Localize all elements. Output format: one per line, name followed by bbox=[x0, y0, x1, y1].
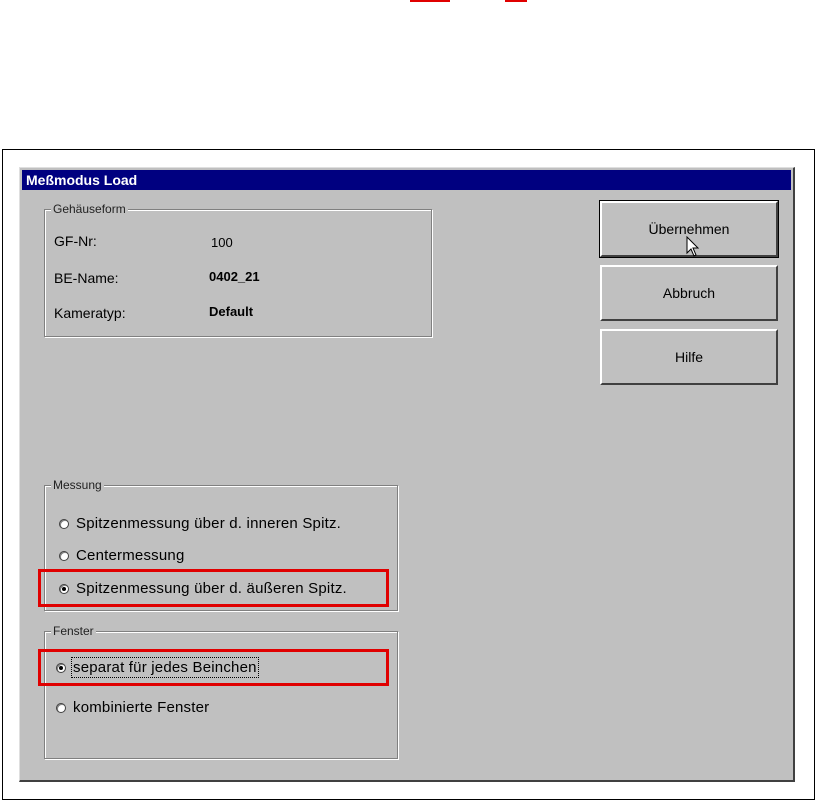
radio-circle-icon bbox=[59, 519, 69, 529]
radio-spitzen-innen[interactable] bbox=[59, 515, 341, 532]
abbruch-button[interactable]: Abbruch bbox=[600, 265, 778, 321]
fenster-group bbox=[44, 624, 398, 759]
gf-nr-value: 100 bbox=[211, 235, 233, 250]
radio-label: Spitzenmessung über d. äußeren Spitz. bbox=[76, 580, 347, 597]
kameratyp-value: Default bbox=[209, 304, 254, 319]
radio-label: Spitzenmessung über d. inneren Spitz. bbox=[76, 515, 342, 532]
radio-circle-icon bbox=[56, 703, 66, 713]
messung-group bbox=[44, 478, 398, 611]
be-name-value: 0402_21 bbox=[209, 269, 260, 284]
radio-centermessung[interactable] bbox=[59, 547, 185, 564]
window-title: Meßmodus Load bbox=[22, 170, 791, 190]
radio-label: separat für jedes Beinchen bbox=[73, 659, 257, 676]
fenster-legend: Fenster bbox=[53, 624, 94, 638]
be-name-label: BE-Name: bbox=[54, 270, 119, 286]
gehaeuseform-group bbox=[44, 202, 432, 337]
messung-legend: Messung bbox=[53, 478, 102, 492]
top-red-mark-left bbox=[410, 0, 450, 2]
radio-label: kombinierte Fenster bbox=[73, 699, 210, 716]
uebernehmen-button[interactable]: Übernehmen bbox=[600, 201, 778, 257]
hilfe-button[interactable]: Hilfe bbox=[600, 329, 778, 385]
top-red-mark-right bbox=[505, 0, 527, 2]
arrow-cursor-icon bbox=[686, 236, 700, 258]
radio-selected-icon bbox=[59, 584, 69, 594]
radio-label: Centermessung bbox=[76, 547, 185, 564]
radio-selected-icon bbox=[56, 663, 66, 673]
radio-kombiniert[interactable] bbox=[56, 699, 209, 716]
gf-nr-label: GF-Nr: bbox=[54, 233, 97, 249]
radio-separat[interactable] bbox=[56, 659, 257, 676]
dialog-window bbox=[19, 167, 795, 782]
kameratyp-label: Kameratyp: bbox=[54, 305, 126, 321]
radio-circle-icon bbox=[59, 551, 69, 561]
radio-spitzen-aussen[interactable] bbox=[59, 580, 347, 597]
gehaeuseform-legend: Gehäuseform bbox=[53, 202, 126, 216]
